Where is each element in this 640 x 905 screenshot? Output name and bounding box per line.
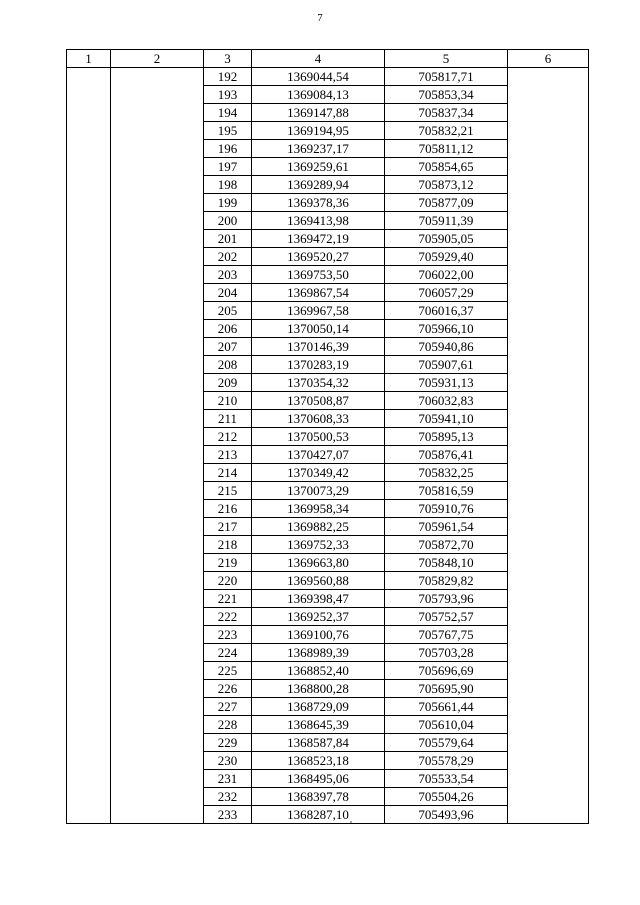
y-coordinate-cell: 705533,54 xyxy=(385,770,508,788)
table-header-row xyxy=(67,50,589,68)
x-coordinate-cell: 1369100,76 xyxy=(252,626,385,644)
x-coordinate-cell: 1369252,37 xyxy=(252,608,385,626)
y-coordinate-cell: 706016,37 xyxy=(385,302,508,320)
point-number-cell: 225 xyxy=(204,662,252,680)
y-coordinate-cell: 705853,34 xyxy=(385,86,508,104)
x-coordinate-cell: 1369194,95 xyxy=(252,122,385,140)
header-col-3: 3 xyxy=(204,50,252,68)
point-number-cell: 201 xyxy=(204,230,252,248)
y-coordinate-cell: 705829,82 xyxy=(385,572,508,590)
y-coordinate-cell: 705504,26 xyxy=(385,788,508,806)
y-coordinate-cell: 705695,90 xyxy=(385,680,508,698)
x-coordinate-cell: 1368287,10 xyxy=(252,806,385,824)
y-coordinate-cell: 705929,40 xyxy=(385,248,508,266)
point-number-cell: 217 xyxy=(204,518,252,536)
x-coordinate-cell: 1370146,39 xyxy=(252,338,385,356)
x-coordinate-cell: 1370608,33 xyxy=(252,410,385,428)
x-coordinate-cell: 1368800,28 xyxy=(252,680,385,698)
point-number-cell: 218 xyxy=(204,536,252,554)
point-number-cell: 192 xyxy=(204,68,252,86)
x-coordinate-cell: 1370349,42 xyxy=(252,464,385,482)
point-number-cell: 223 xyxy=(204,626,252,644)
point-number-cell: 224 xyxy=(204,644,252,662)
x-coordinate-cell: 1368587,84 xyxy=(252,734,385,752)
point-number-cell: 214 xyxy=(204,464,252,482)
y-coordinate-cell: 705911,39 xyxy=(385,212,508,230)
point-number-cell: 233 xyxy=(204,806,252,824)
x-coordinate-cell: 1368989,39 xyxy=(252,644,385,662)
page-number: 7 xyxy=(317,12,323,24)
x-coordinate-cell: 1370427,07 xyxy=(252,446,385,464)
point-number-cell: 213 xyxy=(204,446,252,464)
x-coordinate-cell: 1369259,61 xyxy=(252,158,385,176)
point-number-cell: 202 xyxy=(204,248,252,266)
y-coordinate-cell: 705872,70 xyxy=(385,536,508,554)
y-coordinate-cell: 705910,76 xyxy=(385,500,508,518)
point-number-cell: 226 xyxy=(204,680,252,698)
y-coordinate-cell: 705905,05 xyxy=(385,230,508,248)
x-coordinate-cell: 1369378,36 xyxy=(252,194,385,212)
col-2-merged-cell xyxy=(111,68,204,824)
header-col-4: 4 xyxy=(252,50,385,68)
x-coordinate-cell: 1368645,39 xyxy=(252,716,385,734)
point-number-cell: 200 xyxy=(204,212,252,230)
y-coordinate-cell: 705578,29 xyxy=(385,752,508,770)
point-number-cell: 222 xyxy=(204,608,252,626)
col-1-merged-cell xyxy=(67,68,111,824)
x-coordinate-cell: 1368729,09 xyxy=(252,698,385,716)
x-coordinate-cell: 1370283,19 xyxy=(252,356,385,374)
y-coordinate-cell: 705941,10 xyxy=(385,410,508,428)
point-number-cell: 203 xyxy=(204,266,252,284)
y-coordinate-cell: 705832,25 xyxy=(385,464,508,482)
point-number-cell: 194 xyxy=(204,104,252,122)
y-coordinate-cell: 706032,83 xyxy=(385,392,508,410)
header-col-2: 2 xyxy=(111,50,204,68)
y-coordinate-cell: 705873,12 xyxy=(385,176,508,194)
coordinates-table xyxy=(66,49,589,824)
point-number-cell: 219 xyxy=(204,554,252,572)
y-coordinate-cell: 705940,86 xyxy=(385,338,508,356)
x-coordinate-cell: 1369398,47 xyxy=(252,590,385,608)
x-coordinate-cell: 1369289,94 xyxy=(252,176,385,194)
y-coordinate-cell: 705907,61 xyxy=(385,356,508,374)
point-number-cell: 198 xyxy=(204,176,252,194)
point-number-cell: 212 xyxy=(204,428,252,446)
header-col-5: 5 xyxy=(385,50,508,68)
y-coordinate-cell: 705811,12 xyxy=(385,140,508,158)
x-coordinate-cell: 1370508,87 xyxy=(252,392,385,410)
y-coordinate-cell: 705961,54 xyxy=(385,518,508,536)
y-coordinate-cell: 705493,96 xyxy=(385,806,508,824)
point-number-cell: 210 xyxy=(204,392,252,410)
point-number-cell: 229 xyxy=(204,734,252,752)
y-coordinate-cell: 706022,00 xyxy=(385,266,508,284)
y-coordinate-cell: 705966,10 xyxy=(385,320,508,338)
x-coordinate-cell: 1368523,18 xyxy=(252,752,385,770)
table-row xyxy=(67,68,589,86)
y-coordinate-cell: 705816,59 xyxy=(385,482,508,500)
point-number-cell: 231 xyxy=(204,770,252,788)
y-coordinate-cell: 705837,34 xyxy=(385,104,508,122)
x-coordinate-cell: 1369753,50 xyxy=(252,266,385,284)
table-body xyxy=(67,68,589,824)
x-coordinate-cell: 1370354,32 xyxy=(252,374,385,392)
x-coordinate-cell: 1369967,58 xyxy=(252,302,385,320)
point-number-cell: 205 xyxy=(204,302,252,320)
point-number-cell: 196 xyxy=(204,140,252,158)
y-coordinate-cell: 705579,64 xyxy=(385,734,508,752)
x-coordinate-cell: 1368397,78 xyxy=(252,788,385,806)
point-number-cell: 230 xyxy=(204,752,252,770)
x-coordinate-cell: 1369413,98 xyxy=(252,212,385,230)
point-number-cell: 228 xyxy=(204,716,252,734)
x-coordinate-cell: 1370500,53 xyxy=(252,428,385,446)
y-coordinate-cell: 705876,41 xyxy=(385,446,508,464)
x-coordinate-cell: 1370050,14 xyxy=(252,320,385,338)
scan-speck xyxy=(350,821,352,823)
point-number-cell: 206 xyxy=(204,320,252,338)
x-coordinate-cell: 1369882,25 xyxy=(252,518,385,536)
header-col-1: 1 xyxy=(67,50,111,68)
point-number-cell: 193 xyxy=(204,86,252,104)
point-number-cell: 232 xyxy=(204,788,252,806)
point-number-cell: 215 xyxy=(204,482,252,500)
y-coordinate-cell: 705703,28 xyxy=(385,644,508,662)
x-coordinate-cell: 1369044,54 xyxy=(252,68,385,86)
x-coordinate-cell: 1369472,19 xyxy=(252,230,385,248)
col-6-merged-cell xyxy=(508,68,589,824)
x-coordinate-cell: 1369663,80 xyxy=(252,554,385,572)
x-coordinate-cell: 1369752,33 xyxy=(252,536,385,554)
y-coordinate-cell: 705696,69 xyxy=(385,662,508,680)
x-coordinate-cell: 1368852,40 xyxy=(252,662,385,680)
y-coordinate-cell: 705752,57 xyxy=(385,608,508,626)
y-coordinate-cell: 705610,04 xyxy=(385,716,508,734)
x-coordinate-cell: 1370073,29 xyxy=(252,482,385,500)
y-coordinate-cell: 705661,44 xyxy=(385,698,508,716)
point-number-cell: 209 xyxy=(204,374,252,392)
x-coordinate-cell: 1368495,06 xyxy=(252,770,385,788)
y-coordinate-cell: 705817,71 xyxy=(385,68,508,86)
y-coordinate-cell: 705877,09 xyxy=(385,194,508,212)
x-coordinate-cell: 1369084,13 xyxy=(252,86,385,104)
point-number-cell: 197 xyxy=(204,158,252,176)
point-number-cell: 221 xyxy=(204,590,252,608)
point-number-cell: 195 xyxy=(204,122,252,140)
x-coordinate-cell: 1369237,17 xyxy=(252,140,385,158)
point-number-cell: 208 xyxy=(204,356,252,374)
point-number-cell: 207 xyxy=(204,338,252,356)
x-coordinate-cell: 1369560,88 xyxy=(252,572,385,590)
y-coordinate-cell: 705793,96 xyxy=(385,590,508,608)
point-number-cell: 220 xyxy=(204,572,252,590)
y-coordinate-cell: 706057,29 xyxy=(385,284,508,302)
x-coordinate-cell: 1369520,27 xyxy=(252,248,385,266)
y-coordinate-cell: 705767,75 xyxy=(385,626,508,644)
y-coordinate-cell: 705848,10 xyxy=(385,554,508,572)
point-number-cell: 204 xyxy=(204,284,252,302)
point-number-cell: 227 xyxy=(204,698,252,716)
y-coordinate-cell: 705832,21 xyxy=(385,122,508,140)
x-coordinate-cell: 1369867,54 xyxy=(252,284,385,302)
header-col-6: 6 xyxy=(508,50,589,68)
y-coordinate-cell: 705854,65 xyxy=(385,158,508,176)
x-coordinate-cell: 1369958,34 xyxy=(252,500,385,518)
y-coordinate-cell: 705931,13 xyxy=(385,374,508,392)
point-number-cell: 216 xyxy=(204,500,252,518)
y-coordinate-cell: 705895,13 xyxy=(385,428,508,446)
point-number-cell: 211 xyxy=(204,410,252,428)
x-coordinate-cell: 1369147,88 xyxy=(252,104,385,122)
point-number-cell: 199 xyxy=(204,194,252,212)
